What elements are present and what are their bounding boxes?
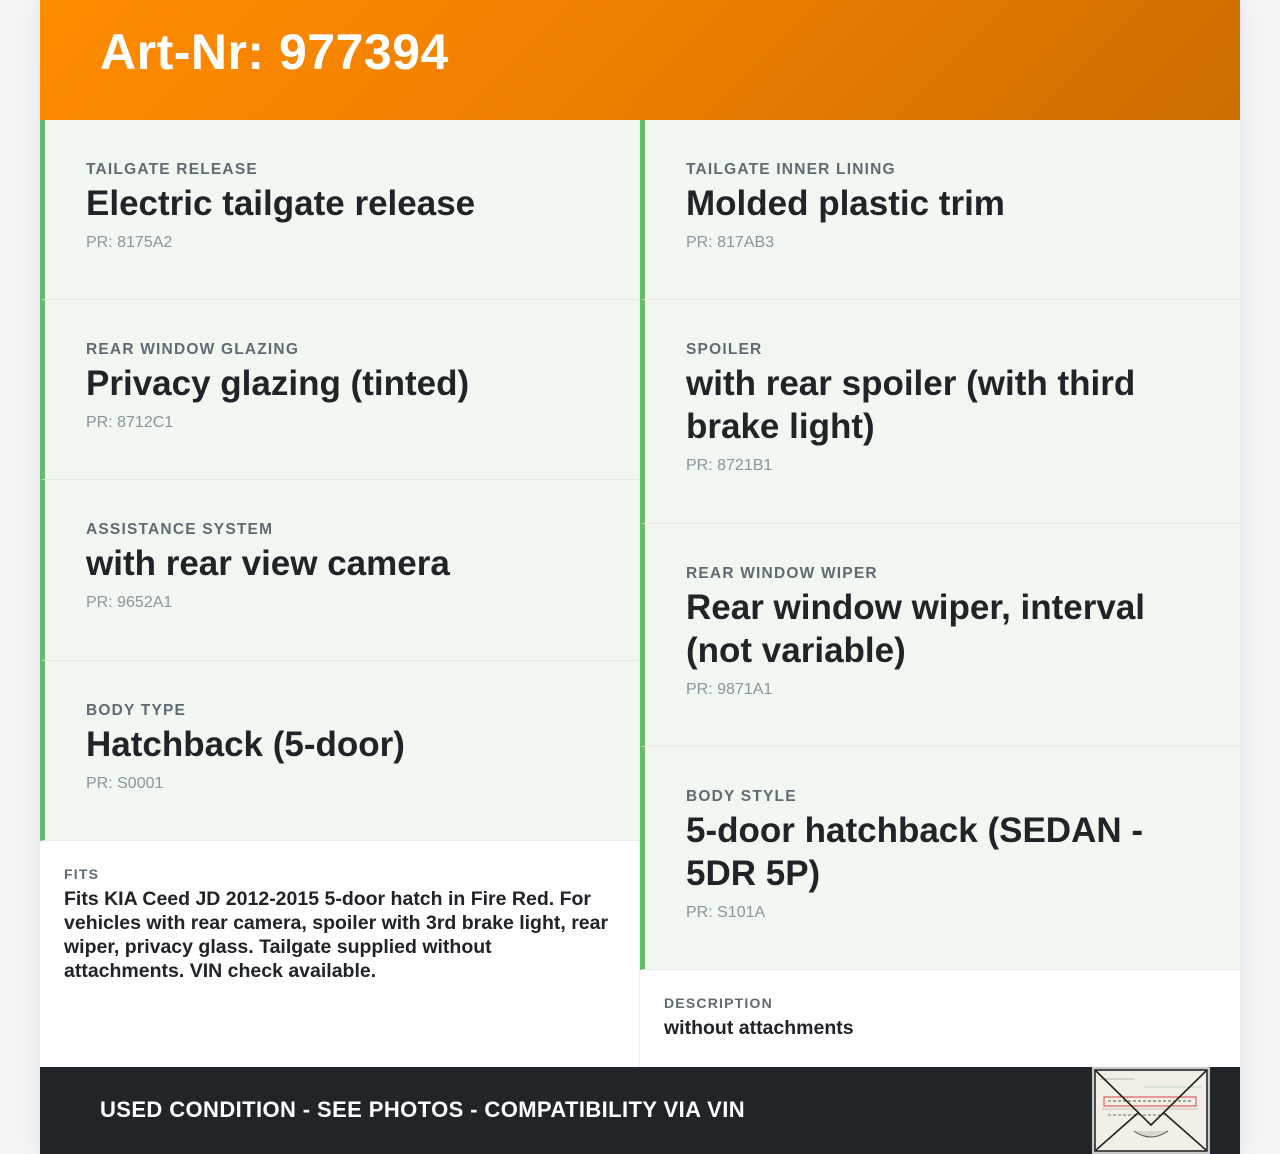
fits-section — [40, 841, 639, 1067]
article-header — [40, 0, 1240, 120]
spec-label: REAR WINDOW WIPER — [686, 565, 878, 582]
document-envelope-icon — [1094, 1069, 1208, 1152]
spec-pr-code: PR: 9871A1 — [686, 681, 773, 698]
spec-label: SPOILER — [686, 341, 763, 358]
spec-tailgate-release — [40, 120, 639, 300]
spec-value: with rear spoiler (with third brake light) — [686, 364, 1136, 446]
spec-rear-window-wiper — [640, 524, 1240, 747]
fits-label: FITS — [64, 866, 100, 882]
spec-value: Hatchback (5-door) — [86, 725, 405, 764]
spec-body-type — [40, 661, 639, 841]
spec-pr-code: PR: 8721B1 — [686, 457, 773, 474]
spec-pr-code: PR: 8712C1 — [86, 414, 174, 431]
spec-pr-code: PR: 9652A1 — [86, 594, 173, 611]
spec-column-right — [640, 120, 1240, 1067]
spec-label: ASSISTANCE SYSTEM — [86, 521, 274, 538]
spec-value: 5-door hatchback (SEDAN - 5DR 5P) — [686, 811, 1143, 893]
description-label: DESCRIPTION — [664, 995, 773, 1011]
footer-text: USED CONDITION - SEE PHOTOS - COMPATIBILITY VIA VIN — [100, 1097, 746, 1122]
spec-value: Rear window wiper, interval (not variable) — [686, 588, 1146, 670]
spec-label: REAR WINDOW GLAZING — [86, 341, 300, 358]
spec-assistance-system — [40, 480, 639, 661]
spec-label: TAILGATE RELEASE — [86, 161, 258, 178]
article-number-title: Art-Nr: 977394 — [100, 24, 449, 80]
description-text: without attachments — [664, 1017, 854, 1039]
spec-rear-window-glazing — [40, 300, 639, 480]
spec-label: TAILGATE INNER LINING — [686, 161, 896, 178]
spec-columns — [40, 120, 1240, 1067]
spec-pr-code: PR: S101A — [686, 904, 766, 921]
spec-label: BODY STYLE — [686, 788, 797, 805]
product-card — [40, 0, 1240, 1154]
spec-spoiler — [640, 300, 1240, 524]
vehicle-document-thumbnail[interactable] — [1092, 1067, 1210, 1154]
spec-value: Privacy glazing (tinted) — [86, 364, 470, 403]
spec-value: with rear view camera — [86, 544, 450, 583]
fits-text: Fits KIA Ceed JD 2012-2015 5-door hatch in Fire Red. For vehicles with rear camera, spoiler with 3rd brake light, rear wiper, privacy glass. Tailgate supplied without attachments. VIN check available. — [64, 888, 609, 982]
spec-tailgate-inner-lining — [640, 120, 1240, 300]
spec-value: Molded plastic trim — [686, 184, 1005, 223]
description-section — [640, 970, 1240, 1067]
spec-pr-code: PR: 817AB3 — [686, 234, 775, 251]
spec-label: BODY TYPE — [86, 702, 187, 719]
footer-bar — [40, 1067, 1240, 1154]
spec-pr-code: PR: 8175A2 — [86, 234, 173, 251]
spec-column-left — [40, 120, 640, 1067]
spec-value: Electric tailgate release — [86, 184, 476, 223]
spec-pr-code: PR: S0001 — [86, 775, 164, 792]
spec-body-style — [640, 747, 1240, 970]
